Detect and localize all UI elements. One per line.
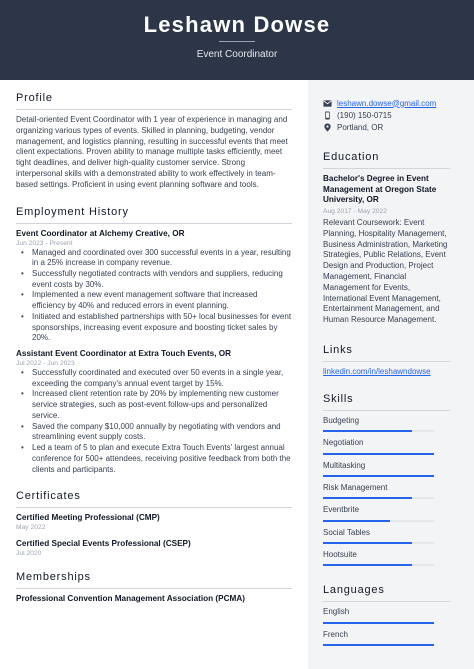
job-bullets	[18, 248, 292, 344]
section-divider	[16, 588, 292, 589]
contact-email-row	[323, 98, 450, 108]
membership-item: Professional Convention Management Association (PCMA)	[16, 594, 245, 604]
skill-name: Eventbrite	[323, 505, 360, 515]
certificates-heading: Certificates	[16, 490, 81, 503]
section-divider	[323, 168, 450, 169]
location-pin-icon	[323, 123, 332, 132]
contact-location-row	[323, 122, 450, 132]
job-bullets	[18, 368, 292, 475]
employment-section	[16, 206, 292, 476]
languages-section	[323, 584, 450, 646]
skill-bar-fill	[323, 497, 412, 499]
skill-bar	[323, 564, 434, 566]
skill-name: Multitasking	[323, 460, 366, 470]
skill-bar-fill	[323, 564, 412, 566]
language-name: French	[323, 629, 348, 639]
job-bullet: • Increased client retention rate by 20% by implementing new customer service strategies, such as post-event follow-ups and personalized service.	[18, 389, 292, 421]
skill-bar-fill	[323, 542, 412, 544]
memberships-heading: Memberships	[16, 571, 91, 584]
skill-name: Social Tables	[323, 527, 370, 537]
phone-number: (190) 150-0715	[337, 110, 392, 120]
job-bullet: • Saved the company $10,000 annually by negotiating with vendors and streamlining event supply costs.	[18, 422, 292, 443]
skill-name: Budgeting	[323, 415, 360, 425]
job-bullet: • Initiated and established partnerships with 50+ local businesses for event sponsorships, increasing event exposure and boosting ticket sales by 20%.	[18, 312, 292, 344]
header-divider	[219, 41, 255, 42]
location-text: Portland, OR	[337, 122, 384, 132]
email-link[interactable]: leshawn.dowse@gmail.com	[337, 98, 437, 108]
language-item	[323, 607, 450, 623]
education-heading: Education	[323, 151, 380, 163]
degree-dates: Aug 2017 - May 2022	[323, 207, 387, 215]
skill-item	[323, 461, 450, 477]
job-dates: Jul 2022 - Jun 2023	[16, 360, 75, 368]
skills-section	[323, 393, 450, 567]
profile-heading: Profile	[16, 92, 53, 104]
main-column	[16, 92, 292, 603]
resume-header	[0, 0, 474, 80]
certificate-title: Certified Meeting Professional (CMP)	[16, 513, 160, 523]
languages-heading: Languages	[323, 584, 385, 597]
job-bullet: • Successfully negotiated contracts with vendors and suppliers, reducing event costs by 30%.	[18, 269, 292, 290]
section-divider	[16, 109, 292, 110]
job-entry	[16, 229, 292, 344]
job-title: Event Coordinator at Alchemy Creative, OR	[16, 228, 185, 238]
job-entry	[16, 349, 292, 475]
job-bullet: • Implemented a new event management software that increased efficiency by 40% and reduced errors in event planning.	[18, 290, 292, 311]
language-bar-fill	[323, 622, 434, 624]
memberships-section	[16, 571, 292, 603]
skill-bar-fill	[323, 453, 434, 455]
skill-bar	[323, 430, 434, 432]
skills-heading: Skills	[323, 392, 354, 405]
coursework-text: Relevant Coursework: Event Planning, Hospitality Management, Business Administration, Marketing Strategies, Public Relations, Event Design and Production, Project Management, Financial Management for Events, International Event Management, Entertainment Management, and Human Resource Management.	[323, 217, 448, 325]
section-divider	[16, 223, 292, 224]
job-dates: Jun 2023 - Present	[16, 239, 73, 247]
skill-name: Negotiation	[323, 438, 364, 448]
skill-item	[323, 528, 450, 544]
linkedin-link[interactable]: linkedin.com/in/leshawndowse	[323, 366, 431, 376]
skill-bar-fill	[323, 475, 434, 477]
profile-section	[16, 92, 292, 191]
employment-heading: Employment History	[16, 205, 129, 218]
skill-item	[323, 505, 450, 521]
skill-bar	[323, 475, 434, 477]
skill-item	[323, 550, 450, 566]
skill-bar	[323, 497, 434, 499]
skill-bar-fill	[323, 430, 412, 432]
skill-item	[323, 416, 450, 432]
section-divider	[323, 601, 450, 602]
skill-bar-fill	[323, 520, 390, 522]
language-name: English	[323, 607, 350, 617]
job-bullet: • Managed and coordinated over 300 successful events in a year, resulting in a 25% increase in company revenue.	[18, 248, 292, 269]
skill-bar	[323, 520, 434, 522]
skill-name: Risk Management	[323, 482, 388, 492]
degree-title: Bachelor's Degree in Event Management at Oregon State University, OR	[323, 174, 437, 205]
sidebar	[308, 80, 474, 669]
profile-text: Detail-oriented Event Coordinator with 1 year of experience in managing and organizing various types of events. Skilled in planning, budgeting, vendor management, and logistics planning, resulting in successful events that meet client expectations. Proven ability to manage multiple tasks efficiently, meet tight deadlines, and deliver high-quality customer service. Strong interpersonal skills with a demonstrated ability to work effectively in team-based settings. Proficient in using event planning software and tools.	[16, 115, 288, 189]
email-icon	[323, 99, 332, 108]
job-bullet: • Led a team of 5 to plan and execute Extra Touch Events' largest annual conference for 500+ attendees, receiving positive feedback from both the clients and participants.	[18, 443, 292, 475]
certificate-date: May 2022	[16, 524, 46, 532]
section-divider	[323, 410, 450, 411]
section-divider	[323, 361, 450, 362]
contact-section	[323, 98, 450, 132]
skill-name: Hootsuite	[323, 550, 357, 560]
candidate-title: Event Coordinator	[196, 49, 278, 60]
job-bullet: • Successfully coordinated and executed over 50 events in a single year, exceeding the company's annual event target by 15%.	[18, 368, 292, 389]
links-section	[323, 344, 450, 378]
language-bar-fill	[323, 644, 434, 646]
certificate-date: Jul 2020	[16, 550, 42, 558]
certificate-title: Certified Special Events Professional (CSEP)	[16, 539, 191, 549]
links-heading: Links	[323, 343, 353, 356]
language-item	[323, 630, 450, 646]
contact-phone-row	[323, 110, 450, 120]
job-title: Assistant Event Coordinator at Extra Touch Events, OR	[16, 349, 232, 359]
certificates-section	[16, 490, 292, 557]
language-bar	[323, 644, 434, 646]
language-bar	[323, 622, 434, 624]
section-divider	[16, 507, 292, 508]
skill-item	[323, 483, 450, 499]
candidate-name: Leshawn Dowse	[143, 12, 331, 37]
skills-list	[323, 416, 450, 567]
education-section	[323, 151, 450, 326]
skill-bar	[323, 453, 434, 455]
skill-bar	[323, 542, 434, 544]
phone-icon	[323, 111, 332, 120]
skill-item	[323, 438, 450, 454]
